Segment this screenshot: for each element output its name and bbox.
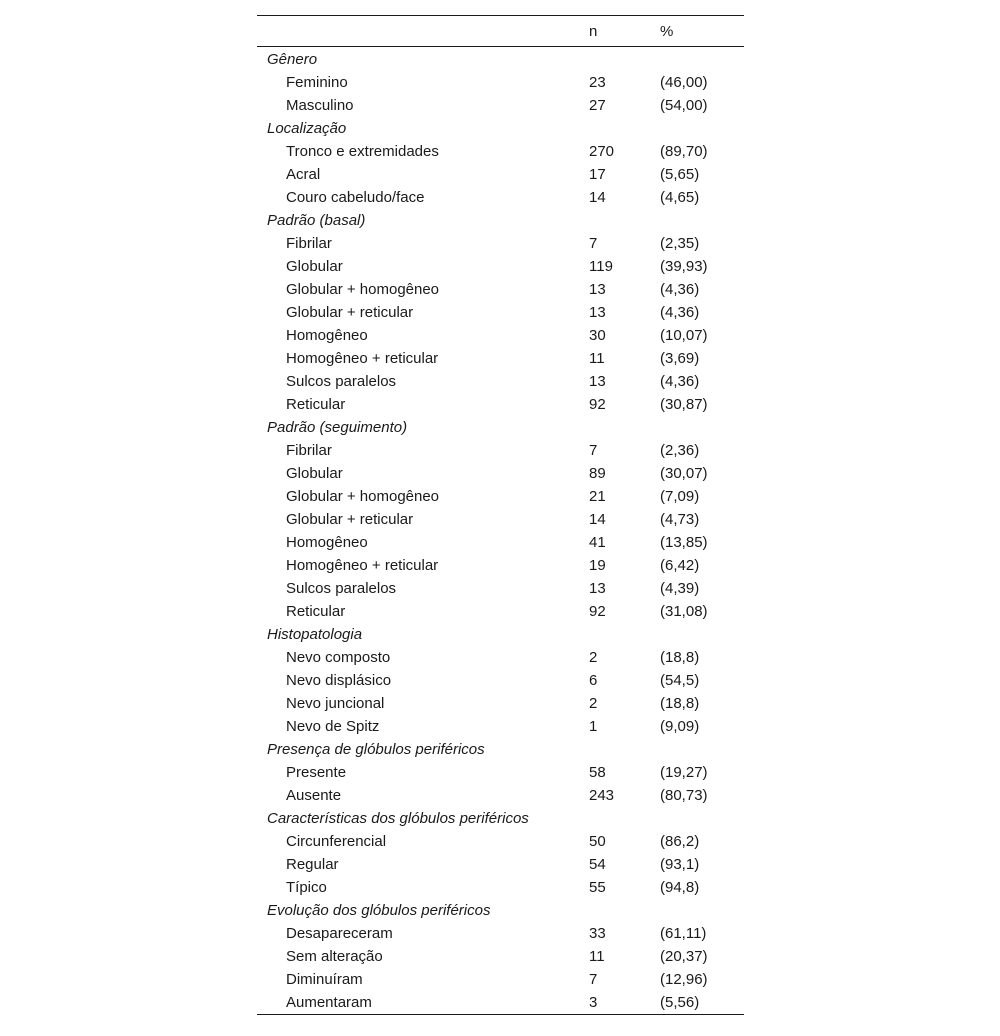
row-label: Desapareceram [286, 925, 393, 942]
row-n: 13 [589, 580, 606, 597]
row-pct: (54,00) [660, 97, 708, 114]
table-row [257, 370, 744, 393]
group-row [257, 117, 744, 140]
row-label: Reticular [286, 396, 346, 413]
table-row [257, 577, 744, 600]
row-label: Circunferencial [286, 833, 387, 850]
row-label: Globular + homogêneo [286, 488, 440, 505]
table-row [257, 991, 744, 1015]
table-row [257, 715, 744, 738]
row-label: Homogêneo [286, 327, 368, 344]
row-pct: (4,65) [660, 189, 700, 206]
row-pct: (30,07) [660, 465, 708, 482]
row-label: Regular [286, 856, 339, 873]
row-label: Presente [286, 764, 347, 781]
group-title: Histopatologia [267, 626, 363, 643]
row-n: 89 [589, 465, 606, 482]
row-pct: (6,42) [660, 557, 700, 574]
row-pct: (2,35) [660, 235, 700, 252]
table-row [257, 140, 744, 163]
row-n: 7 [589, 235, 598, 252]
table-row [257, 485, 744, 508]
table-row [257, 554, 744, 577]
group-title: Características dos glóbulos periféricos [267, 810, 529, 827]
table-row [257, 324, 744, 347]
table-row [257, 439, 744, 462]
table-row [257, 163, 744, 186]
row-label: Acral [286, 166, 321, 183]
table-row [257, 646, 744, 669]
row-label: Nevo de Spitz [286, 718, 380, 735]
row-pct: (46,00) [660, 74, 708, 91]
group-title: Gênero [267, 51, 318, 68]
row-n: 55 [589, 879, 606, 896]
row-n: 3 [589, 994, 598, 1011]
row-pct: (2,36) [660, 442, 700, 459]
row-n: 23 [589, 74, 606, 91]
group-title: Padrão (basal) [267, 212, 366, 229]
row-n: 14 [589, 189, 606, 206]
row-label: Sem alteração [286, 948, 383, 965]
row-n: 7 [589, 971, 598, 988]
row-pct: (93,1) [660, 856, 700, 873]
row-pct: (4,39) [660, 580, 700, 597]
row-pct: (89,70) [660, 143, 708, 160]
header-n: n [589, 22, 598, 40]
row-label: Homogêneo + reticular [286, 557, 439, 574]
table-row [257, 232, 744, 255]
row-label: Ausente [286, 787, 342, 804]
row-label: Típico [286, 879, 327, 896]
table-row [257, 945, 744, 968]
row-n: 17 [589, 166, 606, 183]
row-n: 243 [589, 787, 615, 804]
row-pct: (80,73) [660, 787, 708, 804]
row-n: 270 [589, 143, 615, 160]
header-label [257, 16, 589, 47]
row-n: 2 [589, 649, 598, 666]
group-row [257, 209, 744, 232]
data-table-container [257, 15, 744, 1015]
table-row [257, 784, 744, 807]
table-row [257, 692, 744, 715]
row-n: 21 [589, 488, 606, 505]
row-label: Fibrilar [286, 442, 332, 459]
row-n: 19 [589, 557, 606, 574]
row-pct: (54,5) [660, 672, 700, 689]
group-title: Presença de glóbulos periféricos [267, 741, 485, 758]
table-row [257, 347, 744, 370]
row-n: 13 [589, 304, 606, 321]
row-label: Sulcos paralelos [286, 580, 397, 597]
table-row [257, 255, 744, 278]
table-row [257, 94, 744, 117]
row-pct: (20,37) [660, 948, 708, 965]
row-pct: (4,36) [660, 281, 700, 298]
row-label: Tronco e extremidades [286, 143, 439, 160]
row-n: 119 [589, 258, 613, 275]
row-n: 30 [589, 327, 606, 344]
row-n: 13 [589, 281, 606, 298]
row-pct: (10,07) [660, 327, 708, 344]
table-row [257, 71, 744, 94]
group-title: Padrão (seguimento) [267, 419, 408, 436]
group-row [257, 738, 744, 761]
row-n: 33 [589, 925, 606, 942]
row-pct: (9,09) [660, 718, 700, 735]
row-pct: (94,8) [660, 879, 700, 896]
row-pct: (5,56) [660, 994, 700, 1011]
row-n: 58 [589, 764, 606, 781]
row-pct: (4,36) [660, 304, 700, 321]
row-pct: (18,8) [660, 649, 700, 666]
table-row [257, 462, 744, 485]
row-pct: (5,65) [660, 166, 700, 183]
row-n: 14 [589, 511, 606, 528]
row-n: 7 [589, 442, 598, 459]
group-title: Localização [267, 120, 347, 137]
row-n: 41 [589, 534, 606, 551]
table-row [257, 761, 744, 784]
row-label: Nevo composto [286, 649, 391, 666]
row-label: Globular + homogêneo [286, 281, 440, 298]
row-pct: (13,85) [660, 534, 708, 551]
row-n: 27 [589, 97, 606, 114]
group-row [257, 899, 744, 922]
row-label: Globular + reticular [286, 304, 414, 321]
row-label: Globular [286, 465, 343, 482]
table-row [257, 186, 744, 209]
group-row [257, 807, 744, 830]
row-pct: (31,08) [660, 603, 708, 620]
row-pct: (86,2) [660, 833, 700, 850]
table-row [257, 278, 744, 301]
row-pct: (12,96) [660, 971, 708, 988]
table-row [257, 830, 744, 853]
row-pct: (61,11) [660, 925, 707, 942]
row-label: Globular [286, 258, 343, 275]
row-n: 6 [589, 672, 598, 689]
row-n: 11 [589, 350, 605, 367]
group-row [257, 47, 744, 72]
table-body [257, 47, 744, 1015]
row-pct: (3,69) [660, 350, 700, 367]
row-label: Globular + reticular [286, 511, 414, 528]
row-pct: (19,27) [660, 764, 708, 781]
table-row [257, 301, 744, 324]
row-label: Fibrilar [286, 235, 332, 252]
table-row [257, 853, 744, 876]
header-row [257, 16, 744, 47]
data-table [257, 15, 744, 1015]
table-row [257, 393, 744, 416]
table-row [257, 508, 744, 531]
row-n: 92 [589, 396, 606, 413]
group-row [257, 623, 744, 646]
row-label: Couro cabeludo/face [286, 189, 425, 206]
group-title: Evolução dos glóbulos periféricos [267, 902, 491, 919]
row-label: Masculino [286, 97, 354, 114]
row-label: Nevo displásico [286, 672, 392, 689]
row-n: 11 [589, 948, 605, 965]
row-n: 1 [589, 718, 598, 735]
row-label: Feminino [286, 74, 348, 91]
row-pct: (39,93) [660, 258, 708, 275]
row-pct: (7,09) [660, 488, 700, 505]
row-pct: (4,73) [660, 511, 700, 528]
row-n: 54 [589, 856, 606, 873]
row-label: Reticular [286, 603, 346, 620]
row-label: Diminuíram [286, 971, 363, 988]
table-row [257, 600, 744, 623]
row-n: 92 [589, 603, 606, 620]
table-header [257, 16, 744, 47]
header-pct: % [660, 22, 674, 40]
table-row [257, 968, 744, 991]
table-row [257, 531, 744, 554]
row-pct: (18,8) [660, 695, 700, 712]
group-row [257, 416, 744, 439]
table-row [257, 922, 744, 945]
table-row [257, 876, 744, 899]
row-label: Homogêneo + reticular [286, 350, 439, 367]
row-pct: (30,87) [660, 396, 708, 413]
row-label: Nevo juncional [286, 695, 385, 712]
row-label: Aumentaram [286, 994, 372, 1011]
row-label: Sulcos paralelos [286, 373, 397, 390]
row-n: 2 [589, 695, 598, 712]
row-n: 13 [589, 373, 606, 390]
row-pct: (4,36) [660, 373, 700, 390]
row-label: Homogêneo [286, 534, 368, 551]
row-n: 50 [589, 833, 606, 850]
table-row [257, 669, 744, 692]
